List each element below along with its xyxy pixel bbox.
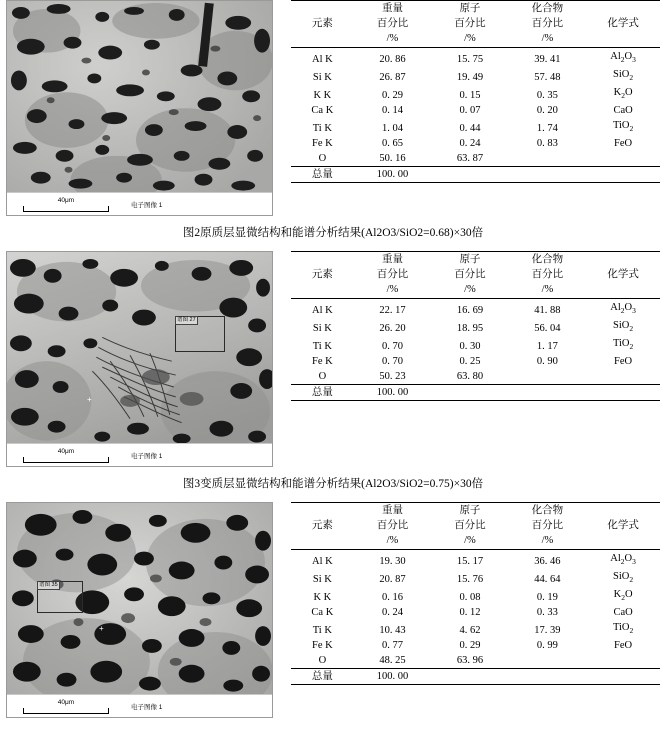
- cell-formula: [586, 136, 660, 151]
- cell-element: O: [318, 655, 327, 667]
- cell-weight: 0. 16: [381, 592, 403, 604]
- formula-sub1: 2: [620, 557, 625, 567]
- cell-atomic: 0. 30: [459, 341, 481, 353]
- cell-element: K K: [313, 90, 332, 102]
- scale-bar-fig4: [23, 699, 109, 714]
- formula-base: SiO: [613, 320, 630, 332]
- cell-formula: [586, 587, 660, 605]
- sem-infobar-fig2: [7, 192, 272, 215]
- table-row: [291, 136, 660, 151]
- header-compound-line2: 百分比: [531, 520, 564, 531]
- cell-formula: [586, 151, 660, 167]
- formula-sub2: 3: [632, 55, 636, 65]
- cell-formula: [586, 48, 660, 68]
- cell-element: Al K: [312, 54, 333, 66]
- table-row: [291, 369, 660, 385]
- sem-micrograph-fig2: [7, 1, 272, 215]
- table-row: [291, 569, 660, 587]
- formula-mid: O: [624, 302, 633, 313]
- table-row: [291, 103, 660, 118]
- scale-bar-fig2: [23, 197, 109, 212]
- edx-table-wrap-fig2: [273, 0, 666, 183]
- edx-table-fig4: [291, 502, 660, 685]
- cell-atomic: 15. 17: [456, 556, 484, 568]
- cell-formula: [586, 638, 660, 653]
- cell-element: K K: [313, 592, 332, 604]
- table-head: [291, 1, 660, 48]
- cell-atomic: 15. 75: [456, 54, 484, 66]
- cell-weight: 22. 17: [379, 305, 406, 317]
- header-atomic-line1: 原子: [431, 503, 508, 519]
- cell-compound: [509, 369, 586, 385]
- formula-sub1: 2: [621, 91, 625, 101]
- table-header-row-1: [291, 1, 660, 17]
- header-atomic-line3: /%: [431, 282, 508, 299]
- sem-infobar-fig4: [7, 694, 272, 717]
- cell-weight: 20. 87: [379, 574, 406, 586]
- cell-atomic: 63. 87: [456, 153, 484, 165]
- cell-formula: [586, 605, 660, 620]
- cell-weight: 19. 30: [379, 556, 406, 568]
- formula-mid: O: [624, 589, 633, 601]
- table-row-total: [291, 167, 660, 183]
- figure-block-fig4: [0, 502, 666, 718]
- cell-weight: 0. 14: [381, 105, 403, 117]
- header-weight-line3: /%: [354, 31, 431, 48]
- header-atomic-line2: 百分比: [454, 520, 486, 531]
- cell-compound: 36. 46: [534, 556, 561, 568]
- cell-atomic: 19. 49: [456, 72, 484, 84]
- scale-bar-fig3: [23, 448, 109, 463]
- table-row: [291, 118, 660, 136]
- header-atomic-line1: 原子: [431, 252, 508, 268]
- cell-element: Fe K: [312, 356, 333, 368]
- formula-base: FeO: [614, 138, 633, 150]
- formula-base: CaO: [613, 105, 633, 117]
- cell-atomic: 0. 15: [459, 90, 481, 102]
- formula-mid: O: [624, 51, 633, 62]
- header-element: 元素: [311, 269, 333, 280]
- cell-compound: 0. 83: [536, 138, 558, 150]
- header-weight-line3: /%: [354, 282, 431, 299]
- table-head: [291, 503, 660, 550]
- total-label: 总量: [291, 167, 354, 183]
- formula-sub2: 3: [632, 557, 636, 567]
- table-row: [291, 336, 660, 354]
- total-label: 总量: [291, 385, 354, 401]
- header-element: 元素: [311, 520, 333, 531]
- table-row: [291, 550, 660, 570]
- cell-atomic: 0. 44: [459, 123, 481, 135]
- detector-label-fig2: 电子图像 1: [131, 201, 163, 209]
- cell-element: Si K: [312, 574, 332, 586]
- header-compound-line1: 化合物: [509, 503, 586, 519]
- formula-base: Al: [610, 51, 621, 62]
- header-weight-line1: 重量: [354, 1, 431, 17]
- cell-compound: [509, 151, 586, 167]
- roi-box-fig4: [37, 581, 83, 613]
- total-label: 总量: [291, 669, 354, 685]
- table-row: [291, 85, 660, 103]
- cell-formula: [586, 354, 660, 369]
- cell-compound: 57. 48: [534, 72, 561, 84]
- cell-compound: 44. 64: [534, 574, 561, 586]
- table-header-row-3: [291, 31, 660, 48]
- cell-formula: [586, 103, 660, 118]
- cell-compound: 0. 33: [536, 607, 558, 619]
- formula-sub1: 2: [629, 324, 634, 334]
- header-atomic-line2: 百分比: [454, 18, 486, 29]
- table-header-row-3: [291, 282, 660, 299]
- formula-base: TiO: [612, 338, 630, 350]
- cell-formula: [586, 653, 660, 669]
- cell-formula: [586, 118, 660, 136]
- scale-bar-line: [23, 457, 109, 463]
- formula-sub1: 2: [620, 306, 625, 316]
- cell-compound: 17. 39: [534, 625, 561, 637]
- header-weight-line1: 重量: [354, 503, 431, 519]
- table-row-total: [291, 669, 660, 685]
- table-body: [291, 299, 660, 401]
- cell-atomic: 0. 24: [459, 138, 481, 150]
- header-compound-line2: 百分比: [531, 18, 564, 29]
- table-header-row-2: [291, 518, 660, 533]
- header-weight-line3: /%: [354, 533, 431, 550]
- cell-formula: [586, 336, 660, 354]
- formula-base: K: [613, 87, 622, 99]
- header-atomic-line1: 原子: [431, 1, 508, 17]
- cell-compound: 0. 19: [536, 592, 558, 604]
- header-atomic-line2: 百分比: [454, 269, 486, 280]
- table-row: [291, 587, 660, 605]
- formula-sub1: 2: [629, 626, 634, 636]
- scale-bar-label: 40μm: [57, 698, 75, 706]
- roi-label-fig3: 谱图 27: [177, 317, 196, 323]
- cell-weight: 10. 43: [379, 625, 406, 637]
- roi-box-fig3: [175, 316, 225, 352]
- cell-atomic: 15. 76: [456, 574, 484, 586]
- formula-sub1: 2: [629, 342, 634, 352]
- formula-sub1: 2: [621, 593, 625, 603]
- sem-image-fig2: [6, 0, 273, 216]
- cell-formula: [586, 569, 660, 587]
- cell-formula: [586, 369, 660, 385]
- cell-formula: [586, 620, 660, 638]
- cell-element: Ti K: [312, 341, 332, 353]
- cell-compound: 0. 99: [536, 640, 558, 652]
- sem-infobar-fig3: [7, 443, 272, 466]
- cell-compound: 56. 04: [534, 323, 561, 335]
- table-row: [291, 67, 660, 85]
- edx-table-fig2: [291, 0, 660, 183]
- cell-element: Fe K: [312, 640, 333, 652]
- cell-atomic: 63. 80: [456, 371, 484, 383]
- formula-base: TiO: [612, 622, 630, 634]
- scale-bar-label: 40μm: [57, 196, 75, 204]
- sem-micrograph-fig3: [7, 252, 272, 466]
- total-value: 100. 00: [354, 669, 431, 685]
- cell-element: O: [318, 371, 327, 383]
- cell-compound: 1. 17: [536, 341, 558, 353]
- formula-sub1: 2: [620, 55, 625, 65]
- cell-weight: 50. 16: [379, 153, 406, 165]
- header-weight-line1: 重量: [354, 252, 431, 268]
- table-row: [291, 620, 660, 638]
- cell-weight: 1. 04: [381, 123, 403, 135]
- cell-atomic: 0. 08: [459, 592, 481, 604]
- cell-atomic: 0. 29: [459, 640, 481, 652]
- table-header-row-1: [291, 503, 660, 519]
- header-formula: 化学式: [607, 520, 639, 531]
- edx-table-wrap-fig4: [273, 502, 666, 685]
- cell-weight: 26. 87: [379, 72, 406, 84]
- sem-image-fig3: [6, 251, 273, 467]
- header-compound-line3: /%: [509, 282, 586, 299]
- cell-weight: 20. 86: [379, 54, 406, 66]
- formula-base: Al: [610, 553, 621, 564]
- cell-compound: 0. 90: [536, 356, 558, 368]
- header-weight-line2: 百分比: [376, 269, 409, 280]
- table-body: [291, 48, 660, 183]
- figure-caption-fig3: 图3变质层显微结构和能谱分析结果(Al2O3/SiO2=0.75)×30倍: [182, 478, 484, 490]
- cell-weight: 0. 70: [381, 356, 403, 368]
- cell-atomic: 16. 69: [456, 305, 484, 317]
- formula-base: Al: [610, 302, 621, 313]
- cell-weight: 0. 29: [381, 90, 403, 102]
- roi-label-fig4: 谱图 35: [39, 582, 58, 588]
- cell-compound: 0. 35: [536, 90, 558, 102]
- formula-mid: O: [624, 553, 633, 564]
- table-header-row-2: [291, 267, 660, 282]
- scale-bar-line: [23, 708, 109, 714]
- cell-atomic: 4. 62: [459, 625, 481, 637]
- header-atomic-line3: /%: [431, 533, 508, 550]
- cell-element: Al K: [312, 556, 333, 568]
- cell-element: Ca K: [311, 105, 334, 117]
- formula-base: SiO: [613, 571, 630, 583]
- formula-base: TiO: [612, 120, 630, 132]
- header-compound-line2: 百分比: [531, 269, 564, 280]
- formula-base: K: [613, 589, 622, 601]
- cell-element: Fe K: [312, 138, 333, 150]
- formula-base: FeO: [614, 640, 633, 652]
- cell-atomic: 0. 12: [459, 607, 481, 619]
- figure-block-fig2: [0, 0, 666, 216]
- scale-bar-line: [23, 206, 109, 212]
- cell-formula: [586, 67, 660, 85]
- header-compound-line1: 化合物: [509, 1, 586, 17]
- header-element: 元素: [311, 18, 333, 29]
- cell-compound: 41. 88: [534, 305, 561, 317]
- edx-table-wrap-fig3: [273, 251, 666, 401]
- table-header-row-2: [291, 16, 660, 31]
- cell-element: Ti K: [312, 123, 332, 135]
- cell-compound: 39. 41: [534, 54, 561, 66]
- table-row: [291, 48, 660, 68]
- header-formula: 化学式: [607, 18, 639, 29]
- cell-element: O: [318, 153, 327, 165]
- cell-atomic: 0. 25: [459, 356, 481, 368]
- table-body: [291, 550, 660, 685]
- marker-plus-fig4: +: [99, 624, 104, 633]
- table-row: [291, 653, 660, 669]
- table-row-total: [291, 385, 660, 401]
- cell-atomic: 63. 96: [456, 655, 484, 667]
- table-row: [291, 299, 660, 319]
- cell-element: Si K: [312, 72, 332, 84]
- total-value: 100. 00: [354, 385, 431, 401]
- table-row: [291, 605, 660, 620]
- table-header-row-1: [291, 252, 660, 268]
- cell-element: Ti K: [312, 625, 332, 637]
- cell-element: Al K: [312, 305, 333, 317]
- figure-caption-fig2: 图2原质层显微结构和能谱分析结果(Al2O3/SiO2=0.68)×30倍: [182, 227, 484, 239]
- table-row: [291, 354, 660, 369]
- formula-base: SiO: [613, 69, 630, 81]
- table-row: [291, 151, 660, 167]
- table-row: [291, 638, 660, 653]
- cell-weight: 26. 20: [379, 323, 406, 335]
- formula-sub1: 2: [629, 575, 634, 585]
- cell-formula: [586, 550, 660, 570]
- cell-weight: 0. 24: [381, 607, 403, 619]
- table-row: [291, 318, 660, 336]
- formula-sub1: 2: [629, 124, 634, 134]
- formula-mid: O: [624, 87, 633, 99]
- formula-sub2: 3: [632, 306, 636, 316]
- detector-label-fig3: 电子图像 1: [131, 452, 163, 460]
- cell-atomic: 18. 95: [456, 323, 484, 335]
- cell-element: Si K: [312, 323, 332, 335]
- marker-plus-fig3: +: [87, 395, 92, 404]
- cell-atomic: 0. 07: [459, 105, 481, 117]
- cell-weight: 0. 65: [381, 138, 403, 150]
- formula-base: FeO: [614, 356, 633, 368]
- cell-formula: [586, 299, 660, 319]
- scale-bar-label: 40μm: [57, 447, 75, 455]
- cell-formula: [586, 318, 660, 336]
- table-header-row-3: [291, 533, 660, 550]
- cell-weight: 0. 77: [381, 640, 403, 652]
- cell-compound: [509, 653, 586, 669]
- formula-base: CaO: [613, 607, 633, 619]
- cell-compound: 0. 20: [536, 105, 558, 117]
- sem-image-fig4: [6, 502, 273, 718]
- cell-weight: 48. 25: [379, 655, 406, 667]
- header-weight-line2: 百分比: [376, 18, 409, 29]
- header-compound-line1: 化合物: [509, 252, 586, 268]
- header-weight-line2: 百分比: [376, 520, 409, 531]
- cell-compound: 1. 74: [536, 123, 558, 135]
- cell-element: Ca K: [311, 607, 334, 619]
- cell-weight: 0. 70: [381, 341, 403, 353]
- figure-block-fig3: [0, 251, 666, 467]
- header-formula: 化学式: [607, 269, 639, 280]
- formula-sub1: 2: [629, 73, 634, 83]
- detector-label-fig4: 电子图像 1: [131, 703, 163, 711]
- header-atomic-line3: /%: [431, 31, 508, 48]
- edx-table-fig3: [291, 251, 660, 401]
- header-compound-line3: /%: [509, 31, 586, 48]
- table-head: [291, 252, 660, 299]
- total-value: 100. 00: [354, 167, 431, 183]
- cell-weight: 50. 23: [379, 371, 406, 383]
- cell-formula: [586, 85, 660, 103]
- header-compound-line3: /%: [509, 533, 586, 550]
